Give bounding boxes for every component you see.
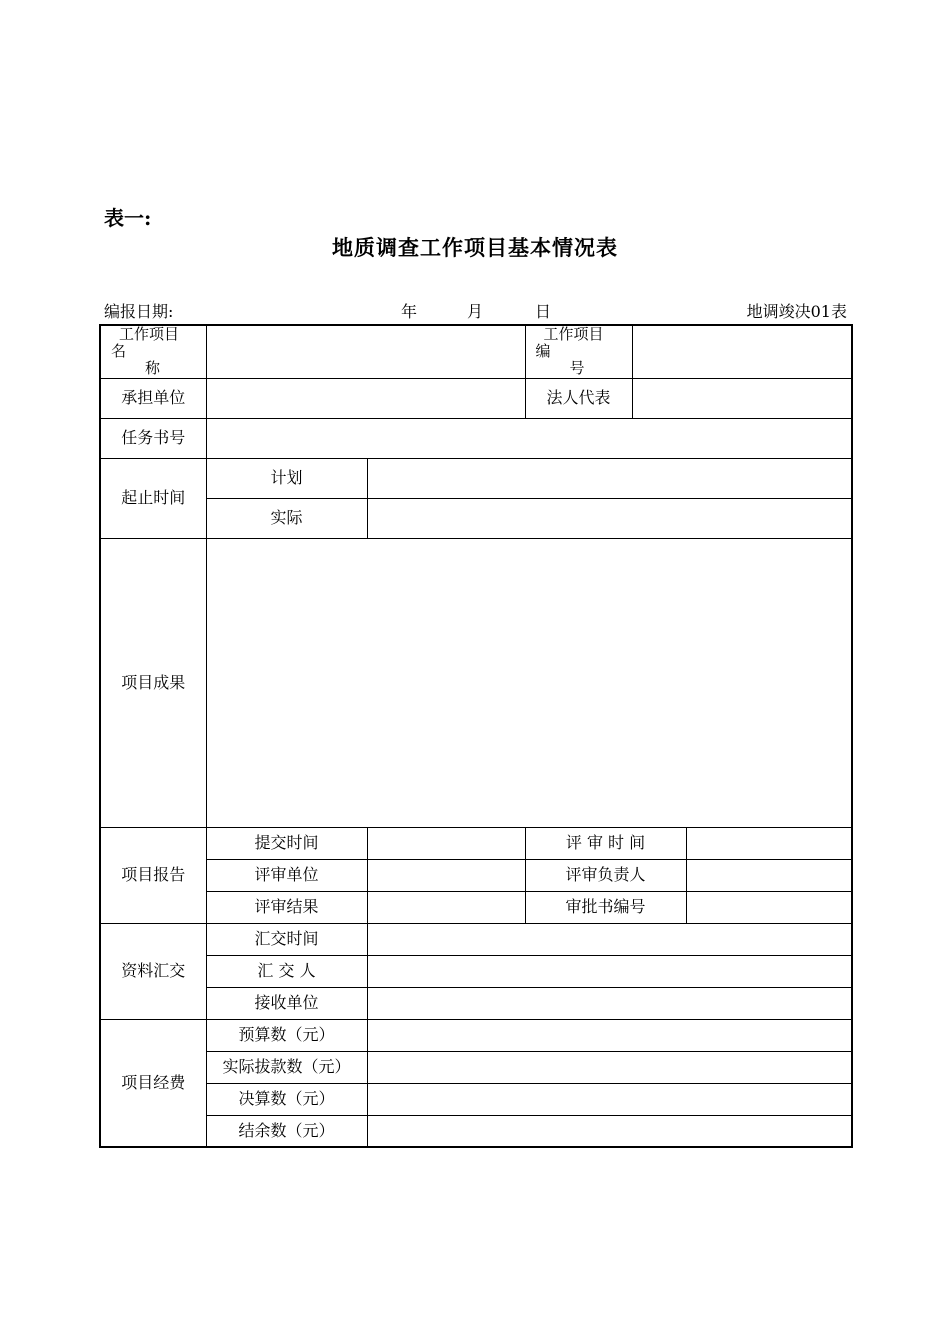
project-number-value[interactable] [632,325,852,378]
data-submission-label: 资料汇交 [100,923,206,1019]
final-accounts-value[interactable] [367,1083,852,1115]
project-name-value[interactable] [206,325,525,378]
actual-value[interactable] [367,498,852,538]
submission-time-label: 汇交时间 [206,923,367,955]
balance-value[interactable] [367,1115,852,1147]
project-number-label: 工作项目 编 号 [525,325,632,378]
project-funds-label: 项目经费 [100,1019,206,1147]
undertaking-unit-label: 承担单位 [100,378,206,418]
project-name-label: 工作项目 名 称 [100,325,206,378]
planned-label: 计划 [206,458,367,498]
task-book-value[interactable] [206,418,852,458]
review-unit-label: 评审单位 [206,859,367,891]
budget-value[interactable] [367,1019,852,1051]
review-result-value[interactable] [367,891,525,923]
submitter-value[interactable] [367,955,852,987]
actual-allocation-label: 实际拔款数（元） [206,1051,367,1083]
submission-time-value[interactable] [367,923,852,955]
legal-rep-value[interactable] [632,378,852,418]
review-unit-value[interactable] [367,859,525,891]
actual-label: 实际 [206,498,367,538]
project-report-label: 项目报告 [100,827,206,923]
form-code: 地调竣决01表 [746,302,847,321]
submit-time-label: 提交时间 [206,827,367,859]
project-results-value[interactable] [206,538,852,827]
review-time-label: 评 审 时 间 [525,827,686,859]
project-results-label: 项目成果 [100,538,206,827]
balance-label: 结余数（元） [206,1115,367,1147]
review-lead-label: 评审负责人 [525,859,686,891]
review-time-value[interactable] [686,827,852,859]
project-info-table [99,324,853,1148]
legal-rep-label: 法人代表 [525,378,632,418]
submitter-label: 汇 交 人 [206,955,367,987]
submit-time-value[interactable] [367,827,525,859]
final-accounts-label: 决算数（元） [206,1083,367,1115]
receiving-unit-label: 接收单位 [206,987,367,1019]
undertaking-unit-value[interactable] [206,378,525,418]
budget-label: 预算数（元） [206,1019,367,1051]
year-label: 年 [401,302,418,321]
day-label: 日 [535,302,552,321]
review-lead-value[interactable] [686,859,852,891]
planned-value[interactable] [367,458,852,498]
approval-no-label: 审批书编号 [525,891,686,923]
receiving-unit-value[interactable] [367,987,852,1019]
approval-no-value[interactable] [686,891,852,923]
month-label: 月 [467,302,484,321]
table-label: 表一: [104,206,152,230]
report-date-label: 编报日期: [104,302,174,321]
task-book-label: 任务书号 [100,418,206,458]
actual-allocation-value[interactable] [367,1051,852,1083]
review-result-label: 评审结果 [206,891,367,923]
start-end-time-label: 起止时间 [100,458,206,538]
form-title: 地质调查工作项目基本情况表 [332,235,618,260]
